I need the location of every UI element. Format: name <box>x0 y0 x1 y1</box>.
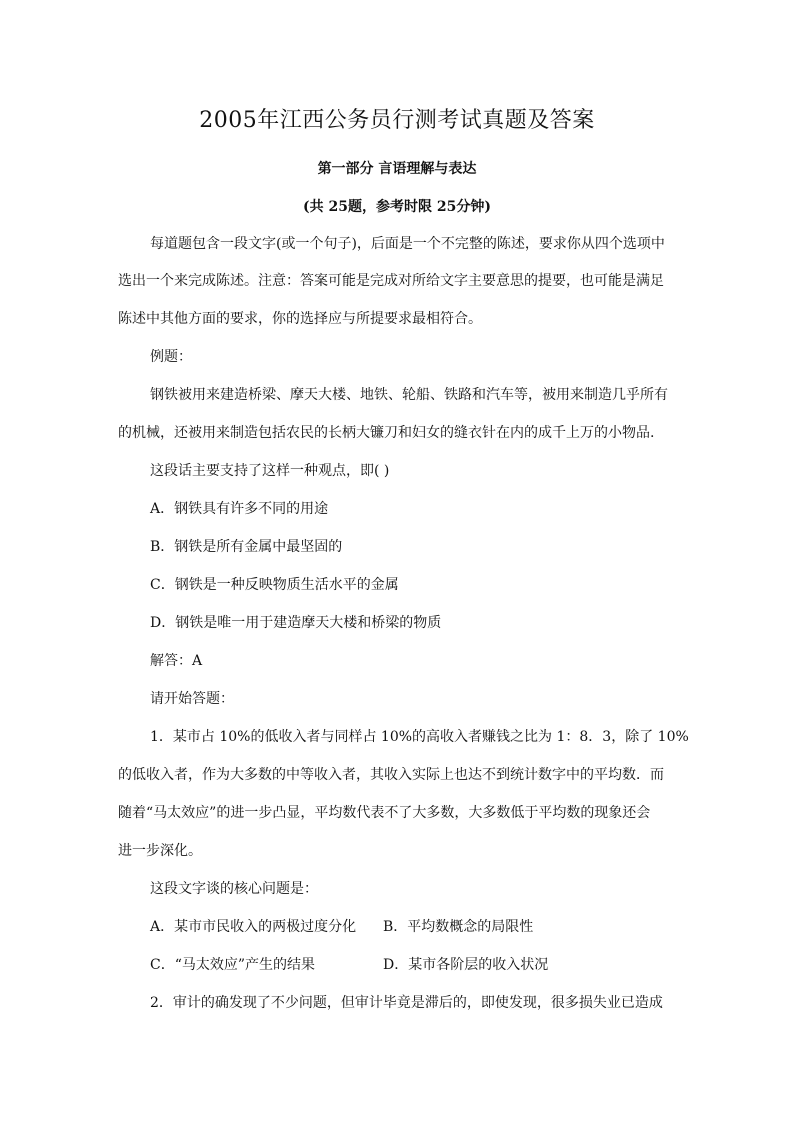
example-label: 例题： <box>150 349 192 365</box>
text-line: 进一步深化。 <box>118 843 202 859</box>
text-line: 每道题包含一段文字(或一个句子)，后面是一个不完整的陈述，要求你从四个选项中 <box>150 236 665 252</box>
option-b: B．平均数概念的局限性 <box>383 919 534 935</box>
option-d: D．钢铁是唯一用于建造摩天大楼和桥梁的物质 <box>150 615 442 631</box>
text-line: 2．审计的确发现了不少问题，但审计毕竟是滞后的，即使发现，很多损失业已造成 <box>150 995 663 1011</box>
example-question: 这段话主要支持了这样一种观点，即( ) <box>150 463 390 479</box>
text-line: 钢铁被用来建造桥梁、摩天大楼、地铁、轮船、铁路和汽车等，被用来制造几乎所有 <box>150 387 668 403</box>
option-c: C．钢铁是一种反映物质生活水平的金属 <box>150 577 399 593</box>
text-line: 的机械，还被用来制造包括农民的长柄大镰刀和妇女的缝衣针在内的成千上万的小物品. <box>118 425 655 441</box>
text-line: 陈述中其他方面的要求，你的选择应与所提要求最相符合。 <box>118 311 482 327</box>
section-subtitle: (共 25题，参考时限 25分钟) <box>303 199 491 215</box>
text-line: 随着“马太效应”的进一步凸显，平均数代表不了大多数，大多数低于平均数的现象还会 <box>118 805 651 821</box>
section-title: 第一部分 言语理解与表达 <box>317 161 477 177</box>
text-line: 的低收入者，作为大多数的中等收入者，其收入实际上也达不到统计数字中的平均数．而 <box>118 767 664 783</box>
option-d: D．某市各阶层的收入状况 <box>383 957 549 973</box>
page-title: 2005年江西公务员行测考试真题及答案 <box>199 108 595 133</box>
question-1-prompt: 这段文字谈的核心问题是： <box>150 881 318 897</box>
text-line: 1．某市占 10%的低收入者与同样占 10%的高收入者赚钱之比为 1：8．3，除了 10% <box>150 729 689 745</box>
start-label: 请开始答题： <box>150 691 234 707</box>
example-answer: 解答：A <box>150 653 203 669</box>
option-a: A．某市市民收入的两极过度分化 <box>150 919 357 935</box>
option-b: B．钢铁是所有金属中最坚固的 <box>150 539 343 555</box>
option-a: A．钢铁具有许多不同的用途 <box>150 501 329 517</box>
option-c: C．“马太效应”产生的结果 <box>150 957 316 973</box>
text-line: 选出一个来完成陈述。注意：答案可能是完成对所给文字主要意思的提要，也可能是满足 <box>118 273 664 289</box>
